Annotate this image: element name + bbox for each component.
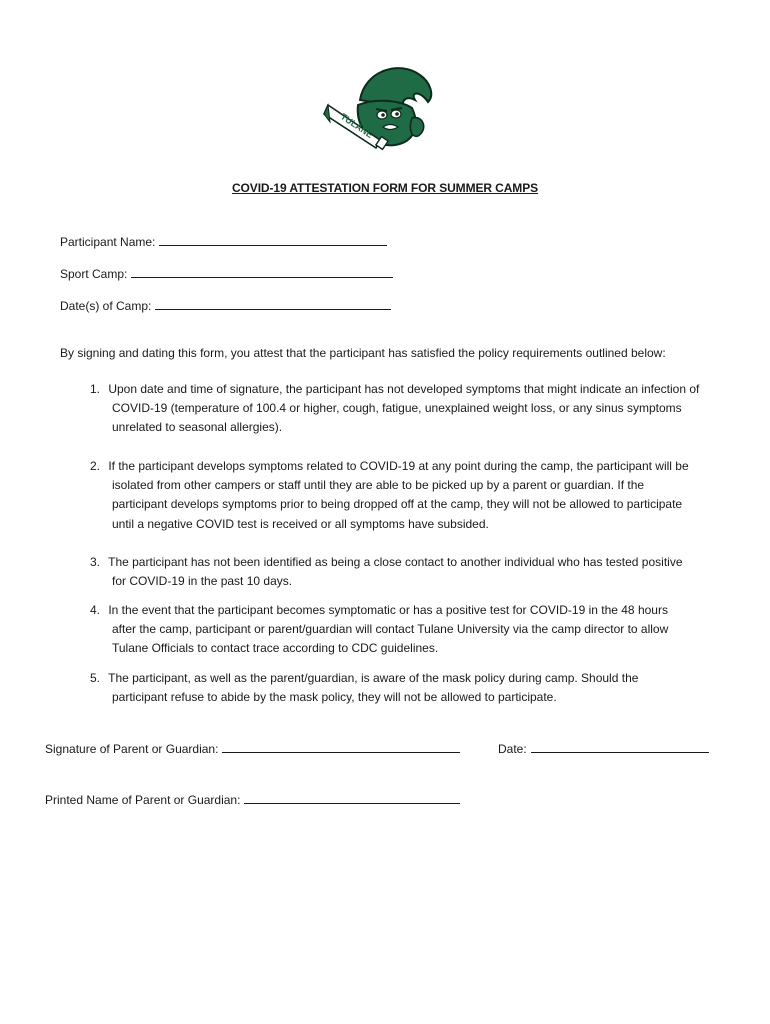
printed-name-label: Printed Name of Parent or Guardian: bbox=[45, 793, 241, 807]
form-title: COVID-19 ATTESTATION FORM FOR SUMMER CAMPS bbox=[231, 181, 539, 195]
dates-of-camp-field[interactable] bbox=[60, 298, 391, 313]
date-field[interactable] bbox=[498, 741, 709, 756]
dates-of-camp-line[interactable] bbox=[155, 298, 391, 310]
item-text: In the event that the participant becomes symptomatic or has a positive test for COVID-19 in the 48 hours bbox=[108, 603, 668, 617]
item-text-cont: participant refuse to abide by the mask policy, they will not be allowed to participate. bbox=[112, 690, 557, 705]
item-text-cont: isolated from other campers or staff until they are able to be picked up by a parent or guardian. If the bbox=[112, 478, 645, 493]
item-number: 4. bbox=[90, 603, 101, 617]
participant-name-field[interactable] bbox=[60, 234, 387, 249]
participant-name-line[interactable] bbox=[159, 234, 387, 246]
parent-signature-label: Signature of Parent or Guardian: bbox=[45, 742, 219, 756]
item-number: 1. bbox=[90, 382, 101, 396]
requirement-item-1 bbox=[90, 380, 730, 438]
intro-text: By signing and dating this form, you attest that the participant has satisfied the policy requirements outlined below: bbox=[60, 346, 666, 360]
tulane-green-wave-logo bbox=[320, 60, 440, 160]
parent-signature-field[interactable] bbox=[45, 741, 460, 756]
item-text-cont: Tulane Officials to contact trace according to CDC guidelines. bbox=[112, 641, 439, 656]
date-label: Date: bbox=[498, 742, 527, 756]
participant-name-label: Participant Name: bbox=[60, 235, 156, 249]
item-text: Upon date and time of signature, the participant has not developed symptoms that might indicate an infection of bbox=[108, 382, 700, 396]
item-number: 2. bbox=[90, 459, 101, 473]
item-text-cont: unrelated to seasonal allergies). bbox=[112, 420, 283, 435]
printed-name-field[interactable] bbox=[45, 792, 460, 807]
item-number: 3. bbox=[90, 555, 101, 569]
item-text-cont: for COVID-19 in the past 10 days. bbox=[112, 574, 293, 589]
item-number: 5. bbox=[90, 671, 101, 685]
item-text: The participant has not been identified as being a close contact to another individual who has tested positive bbox=[108, 555, 683, 569]
item-text: If the participant develops symptoms related to COVID-19 at any point during the camp, the participant will be bbox=[108, 459, 689, 473]
item-text-cont: participant develops symptoms prior to being dropped off at the camp, they will not be allowed to participate bbox=[112, 497, 683, 512]
requirement-item-3 bbox=[90, 553, 730, 591]
requirement-item-5 bbox=[90, 669, 730, 707]
date-line[interactable] bbox=[531, 741, 709, 753]
sport-camp-line[interactable] bbox=[131, 266, 393, 278]
item-text: The participant, as well as the parent/guardian, is aware of the mask policy during camp. Should the bbox=[108, 671, 639, 685]
requirement-item-2 bbox=[90, 457, 730, 534]
item-text-cont: COVID-19 (temperature of 100.4 or higher, cough, fatigue, unexplained weight loss, or any sinus symptoms bbox=[112, 401, 682, 416]
sport-camp-field[interactable] bbox=[60, 266, 393, 281]
printed-name-line[interactable] bbox=[244, 792, 460, 804]
sport-camp-label: Sport Camp: bbox=[60, 267, 128, 281]
logo-pennant-text: TULANE bbox=[338, 111, 375, 141]
item-text-cont: after the camp, participant or parent/guardian will contact Tulane University via the camp director to allow bbox=[112, 622, 669, 637]
dates-of-camp-label: Date(s) of Camp: bbox=[60, 299, 152, 313]
requirement-item-4 bbox=[90, 601, 730, 659]
parent-signature-line[interactable] bbox=[222, 741, 460, 753]
item-text-cont: until a negative COVID test is received or all symptoms have subsided. bbox=[112, 516, 489, 531]
